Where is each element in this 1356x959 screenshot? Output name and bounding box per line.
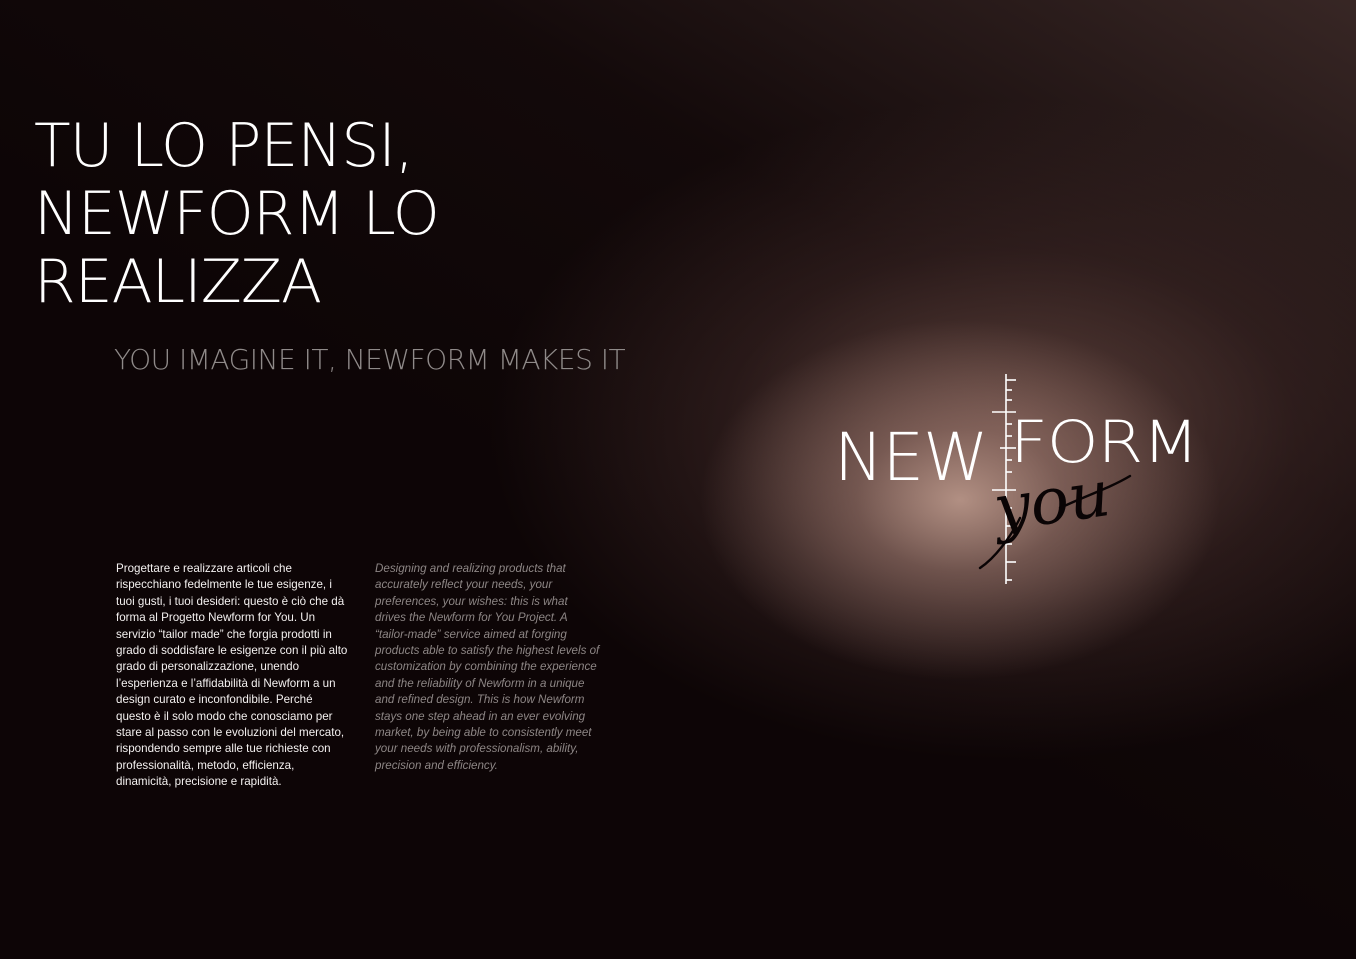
logo-word-form: FORM — [1010, 408, 1198, 476]
body-text-italian: Progettare e realizzare articoli che rispecchiano fedelmente le tue esigenze, i tuoi gusti, i tuoi desideri: questo è ciò che dà forma al Progetto Newform for You. Un servizio “tailor made” che forgia prodotti in grado di soddisfare le esigenze con il più alto grado di personalizzazione, unendo l’esperienza e l’affidabilità di Newform a un design curato e inconfondibile. Perché questo è il solo modo che conosciamo per stare al passo con le evoluzioni del mercato, rispondendo sempre alle tue richieste con professionalità, metodo, efficienza, dinamicità, precisione e rapidità. — [116, 562, 348, 789]
newform-you-logo — [830, 368, 1210, 588]
body-text-english: Designing and realizing products that accurately reflect your needs, your preferences, your wishes: this is what drives the Newform for You Project. A “tailor-made” service aimed at forging products able to satisfy the highest levels of customization by combining the experience and the reliability of Newform in a unique and refined design. This is how Newform stays one step ahead in an ever evolving market, by being able to consistently meet your needs with professionalism, ability, precision and efficiency. — [375, 562, 600, 772]
subheadline: YOU IMAGINE IT, NEWFORM MAKES IT — [114, 343, 626, 376]
headline — [34, 112, 439, 316]
headline-line-1: TU LO PENSI, — [34, 111, 414, 181]
logo-script-you: you — [989, 457, 1115, 547]
headline-line-2: NEWFORM LO — [34, 179, 439, 249]
headline-line-3: REALIZZA — [34, 247, 322, 317]
logo-word-new: NEW — [834, 419, 988, 496]
